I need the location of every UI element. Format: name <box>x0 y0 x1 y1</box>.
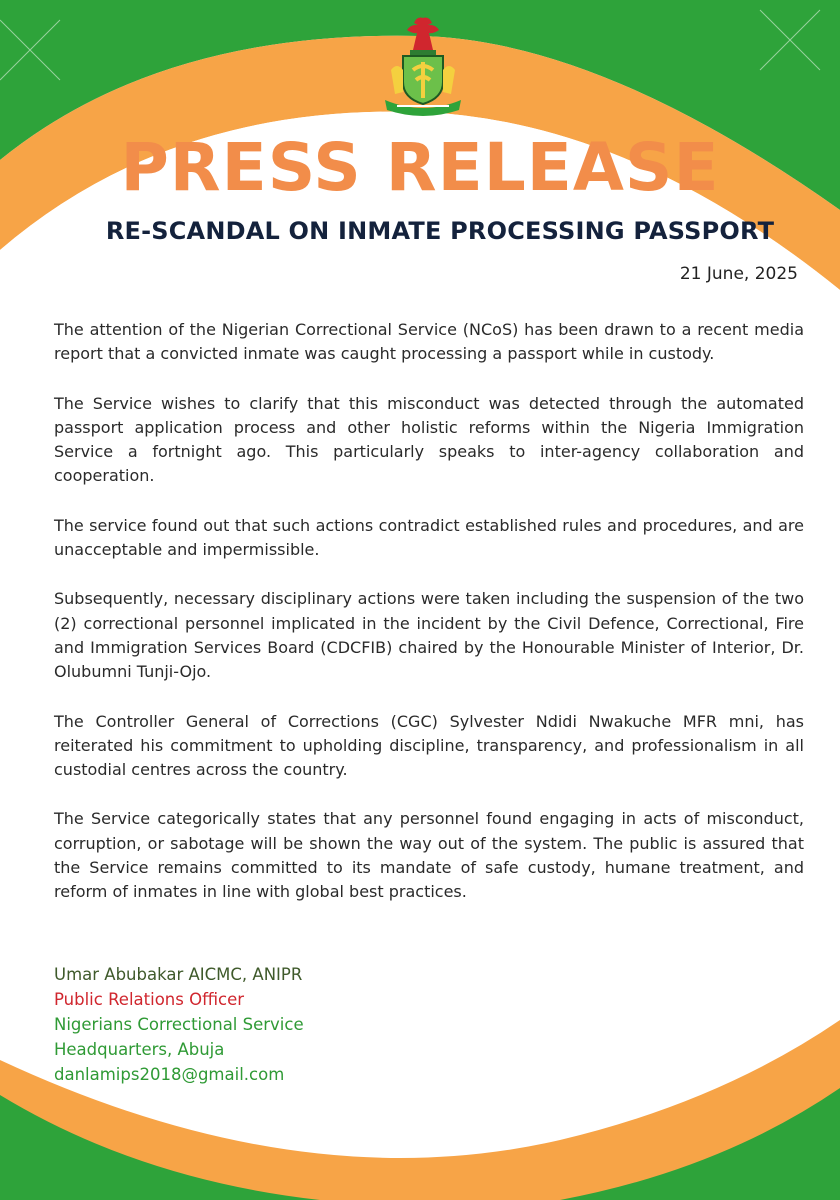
signatory-email[interactable]: danlamips2018@gmail.com <box>54 1065 285 1084</box>
paragraph-2: The Service wishes to clarify that this misconduct was detected through the automated passport application process and other holistic reforms within the Nigeria Immigration Service a fortnight ago. This particularly speaks to inter-agency collaboration and cooperation. <box>54 393 804 486</box>
horse-left-icon <box>391 66 403 94</box>
signatory-organization: Nigerians Correctional Service <box>54 1015 304 1034</box>
release-date: 21 June, 2025 <box>679 264 798 284</box>
paragraph-3: The service found out that such actions contradict established rules and procedures, and are unacceptable and impermissible. <box>54 515 804 560</box>
paragraph-4: Subsequently, necessary disciplinary actions were taken including the suspension of the two (2) correctional personnel implicated in the incident by the Civil Defence, Correctional, Fire and Immigration Services Board (CDCFIB) chaired by the Honourable Minister of Interior, Dr. Olubumni Tunji-Ojo. <box>54 589 804 682</box>
signatory-headquarters: Headquarters, Abuja <box>54 1040 225 1059</box>
press-release-title: PRESS RELEASE <box>120 129 720 206</box>
crest-wreath-icon <box>410 50 436 55</box>
nigerian-correctional-service-crest <box>383 14 463 116</box>
signature-block <box>54 962 304 1087</box>
paragraph-6: The Service categorically states that any personnel found engaging in acts of misconduct, corruption, or sabotage will be shown the way out of the system. The public is assured that the Service remains committed to its mandate of safe custody, humane treatment, and reform of inmates in line with global best practices. <box>54 809 804 902</box>
eagle-icon <box>407 18 439 50</box>
press-release-subtitle: RE-SCANDAL ON INMATE PROCESSING PASSPORT <box>105 217 775 245</box>
release-body <box>54 318 804 930</box>
paragraph-1: The attention of the Nigerian Correctional Service (NCoS) has been drawn to a recent media report that a convicted inmate was caught processing a passport while in custody. <box>54 320 804 364</box>
signatory-role: Public Relations Officer <box>54 990 245 1009</box>
paragraph-5: The Controller General of Corrections (CGC) Sylvester Ndidi Nwakuche MFR mni, has reiterated his commitment to upholding discipline, transparency, and professionalism in all custodial centres across the country. <box>54 711 804 780</box>
motto-text-icon <box>397 105 449 107</box>
horse-right-icon <box>443 66 455 94</box>
signatory-name: Umar Abubakar AICMC, ANIPR <box>54 965 303 984</box>
